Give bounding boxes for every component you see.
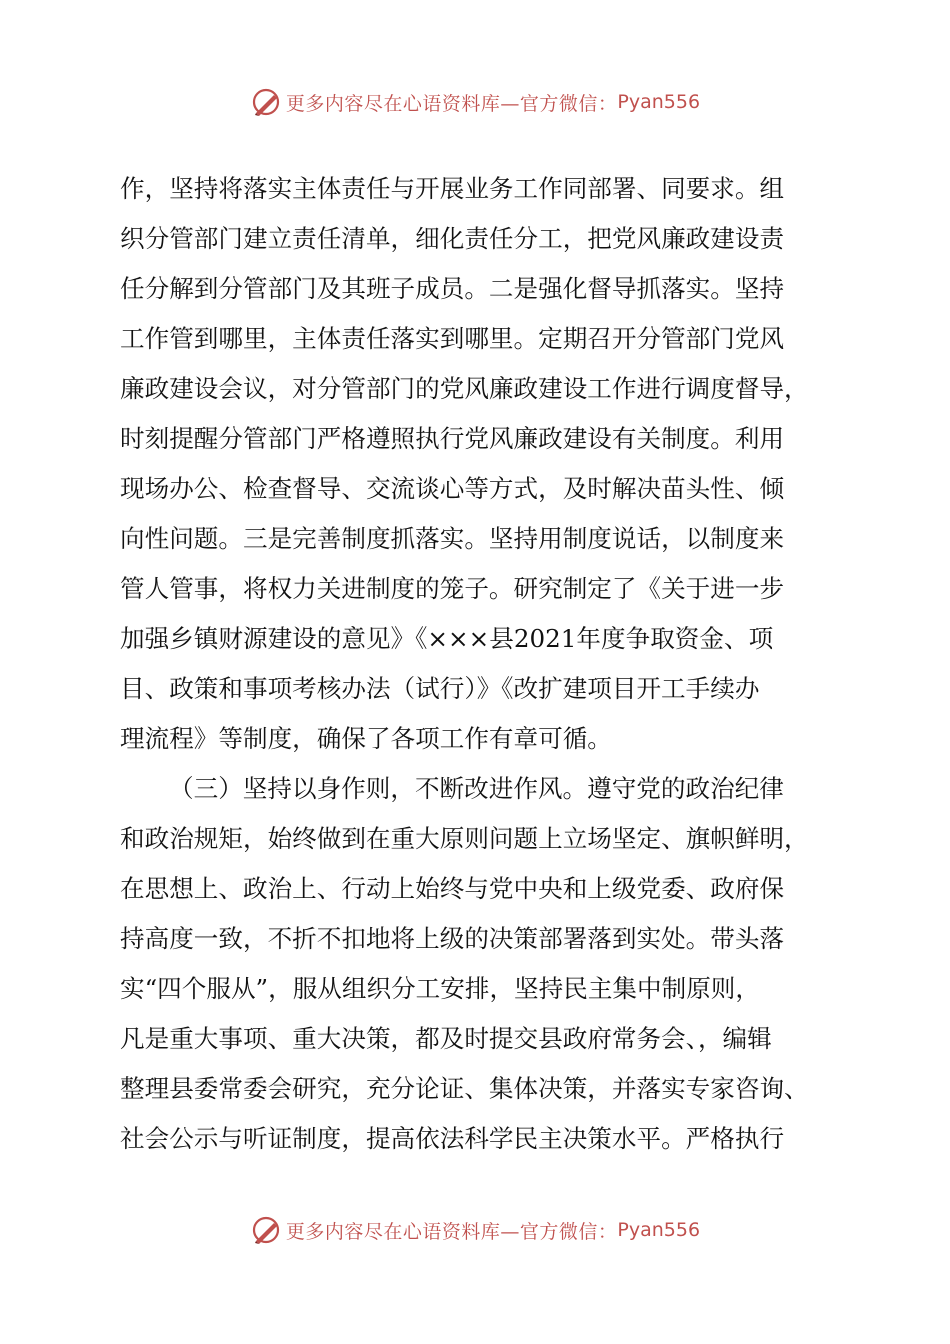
text-line: 现场办公、检查督导、交流谈心等方式，及时解决苗头性、倾 <box>120 474 785 503</box>
footer-banner <box>0 1210 950 1250</box>
text-line: 管人管事，将权力关进制度的笼子。研究制定了《关于进一步 <box>120 574 785 603</box>
banner-text: 更多内容尽在心语资料库—官方微信： <box>285 92 618 115</box>
text-line: 织分管部门建立责任清单，细化责任分工，把党风廉政建设责 <box>120 224 785 253</box>
text-line: 向性问题。三是完善制度抓落实。坚持用制度说话，以制度来 <box>120 524 785 553</box>
pen-logo-icon <box>250 86 282 118</box>
text-line: 持高度一致，不折不扣地将上级的决策部署落到实处。带头落 <box>120 924 785 953</box>
text-line: 和政治规矩，始终做到在重大原则问题上立场坚定、旗帜鲜明， <box>120 824 809 853</box>
text-line: 实“四个服从”，服从组织分工安排，坚持民主集中制原则， <box>120 974 760 1003</box>
paragraph-2 <box>120 764 840 1164</box>
text-line: 工作管到哪里，主体责任落实到哪里。定期召开分管部门党风 <box>120 324 785 353</box>
paragraph-1 <box>120 164 840 764</box>
banner-text: 更多内容尽在心语资料库—官方微信： <box>285 1220 618 1243</box>
text-line: 作，坚持将落实主体责任与开展业务工作同部署、同要求。组 <box>120 174 785 203</box>
text-line: 廉政建设会议，对分管部门的党风廉政建设工作进行调度督导， <box>120 374 809 403</box>
header-banner <box>0 82 950 122</box>
text-line: 在思想上、政治上、行动上始终与党中央和上级党委、政府保 <box>120 874 785 903</box>
banner-contact: Pyan556 <box>617 91 701 113</box>
document-body <box>120 164 840 1164</box>
text-line: 社会公示与听证制度，提高依法科学民主决策水平。严格执行 <box>120 1124 785 1153</box>
text-line: 整理县委常委会研究，充分论证、集体决策，并落实专家咨询、 <box>120 1074 809 1103</box>
text-line: 凡是重大事项、重大决策，都及时提交县政府常务会、，编辑 <box>120 1024 772 1053</box>
banner-contact: Pyan556 <box>617 1219 701 1241</box>
text-line: 目、政策和事项考核办法（试行）》《改扩建项目开工手续办 <box>120 674 760 703</box>
text-line: 理流程》等制度，确保了各项工作有章可循。 <box>120 724 612 753</box>
text-line: 加强乡镇财源建设的意见》《×××县2021年度争取资金、项 <box>120 624 774 653</box>
text-line: 任分解到分管部门及其班子成员。二是强化督导抓落实。坚持 <box>120 274 785 303</box>
text-line: （三）坚持以身作则，不断改进作风。遵守党的政治纪律 <box>169 774 784 803</box>
pen-logo-icon <box>250 1214 282 1246</box>
text-line: 时刻提醒分管部门严格遵照执行党风廉政建设有关制度。利用 <box>120 424 785 453</box>
